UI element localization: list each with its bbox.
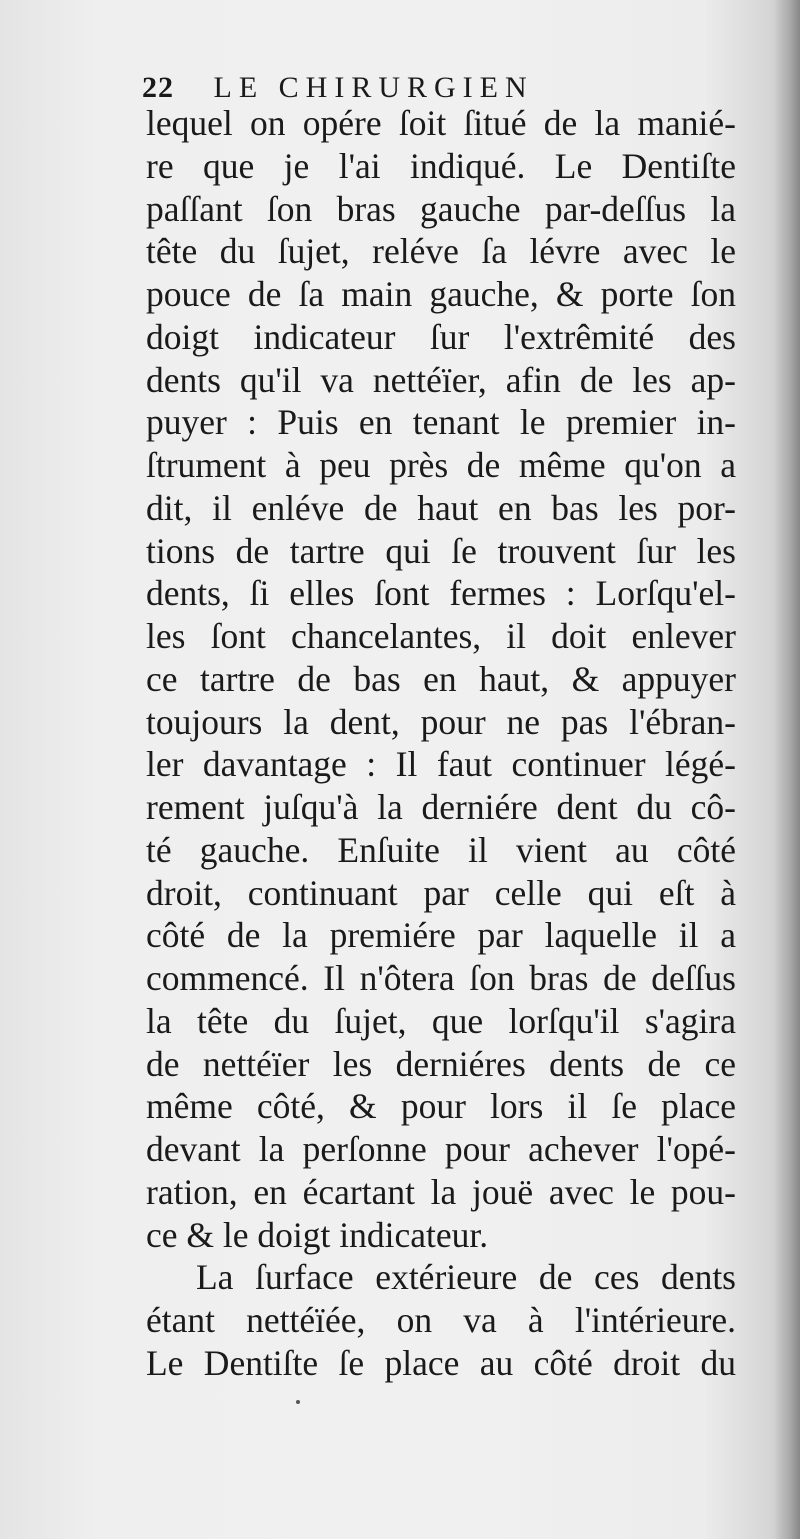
text-line: ce tartre de bas en haut, & appuyer [146,658,736,699]
text-line: rement juſqu'à la derniére dent du cô- [146,787,736,827]
text-line: tête du ſujet, reléve ſa lévre avec le [146,231,736,272]
text-line: lequel on opére ſoit ſitué de la manié- [146,103,736,143]
text-line: ſtrument à peu près de même qu'on a [146,445,736,485]
text-line: devant la perſonne pour achever l'opé- [146,1129,736,1169]
page-gutter-shadow [774,0,800,1539]
text-line: droit, continuant par celle qui eſt à [146,872,736,913]
text-line: les ſont chancelantes, il doit enlever [146,616,736,656]
text-line: toujours la dent, pour ne pas l'ébran- [146,701,736,742]
running-title: LE CHIRURGIEN [213,71,534,104]
text-line: dents qu'il va nettéïer, afin de les ap- [146,359,736,400]
text-line: puyer : Puis en tenant le premier in- [146,402,736,443]
text-line: pouce de ſa main gauche, & porte ſon [146,274,736,314]
ink-speck [296,1400,300,1404]
text-line: dents, ſi elles ſont fermes : Lorſqu'el- [146,573,736,614]
text-line: doigt indicateur ſur l'extrêmité des [146,316,736,357]
text-line: paſſant ſon bras gauche par-deſſus la [146,188,736,229]
page-number: 22 [142,71,174,104]
text-line: Le Dentiſte ſe place au côté droit du [146,1342,736,1383]
text-line: re que je l'ai indiqué. Le Dentiſte [146,145,736,186]
text-line: de nettéïer les derniéres dents de ce [146,1043,736,1084]
text-line: ration, en écartant la jouë avec le pou- [146,1171,736,1212]
text-line: tions de tartre qui ſe trouvent ſur les [146,530,736,571]
text-line: dit, il enléve de haut en bas les por- [146,487,736,528]
text-line-paragraph-end: ce & le doigt indicateur. [146,1214,489,1255]
text-line: étant nettéïée, on va à l'intérieure. [146,1300,736,1340]
text-line: commencé. Il n'ôtera ſon bras de deſſus [146,958,736,998]
text-line: ler davantage : Il faut continuer légé- [146,744,736,785]
text-line: côté de la premiére par laquelle il a [146,915,736,956]
text-line: même côté, & pour lors il ſe place [146,1086,736,1127]
body-text [146,102,736,1385]
text-line: la tête du ſujet, que lorſqu'il s'agira [146,1000,736,1041]
text-line-paragraph-start: La ſurface extérieure de ces dents [196,1257,736,1298]
text-line: té gauche. Enſuite il vient au côté [146,829,736,870]
